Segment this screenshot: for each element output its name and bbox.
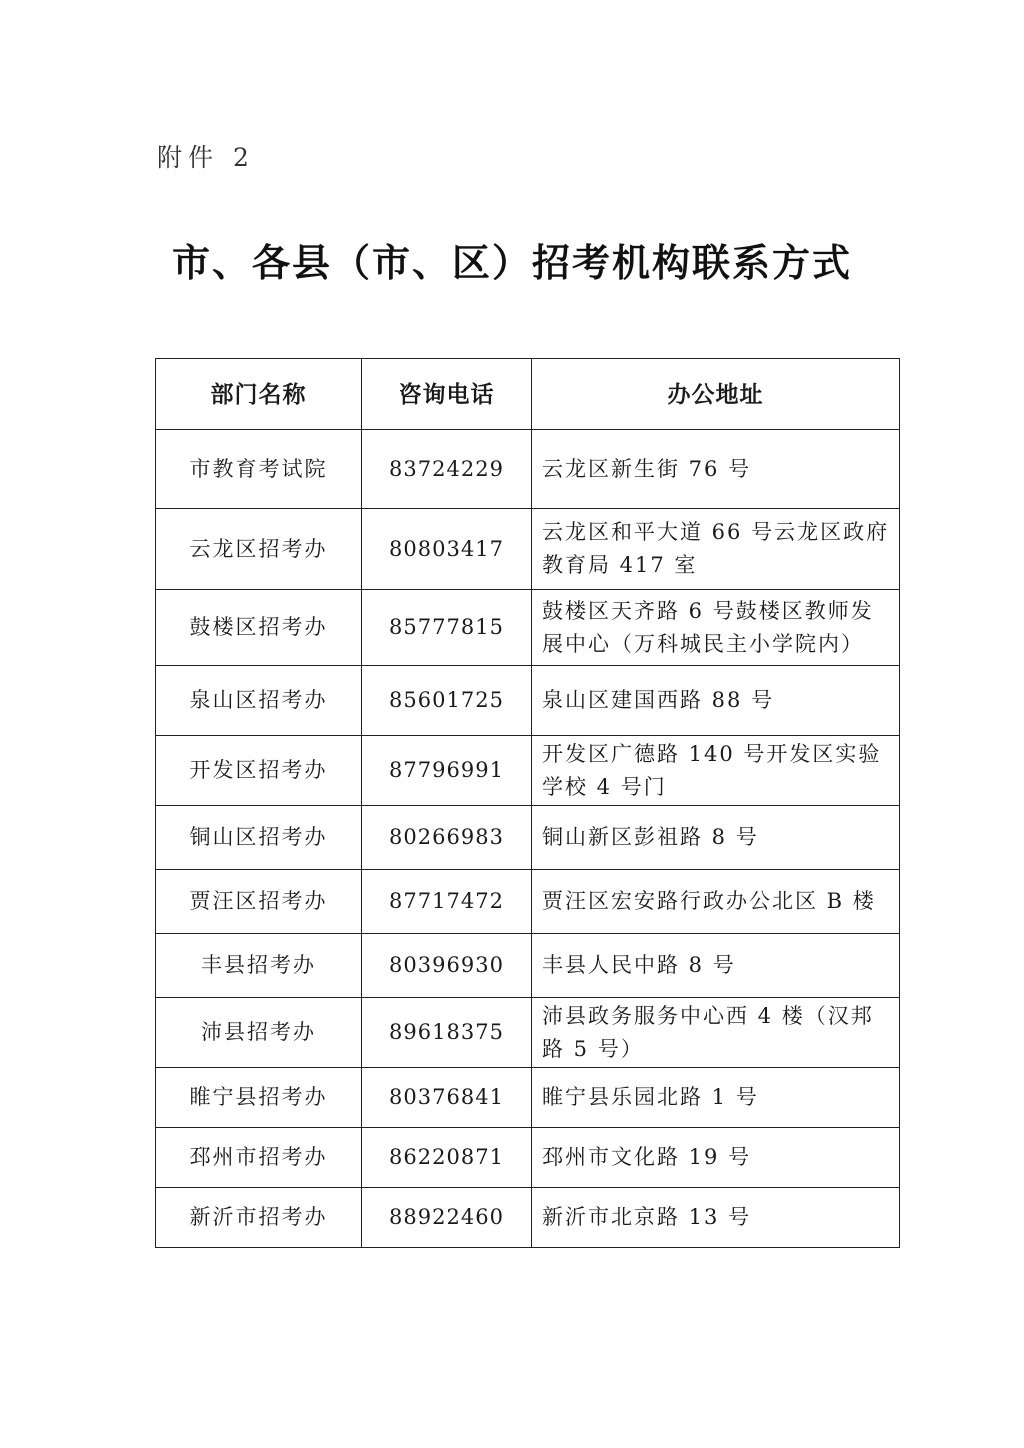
table-row [156,1128,900,1188]
phone-cell: 80266983 [362,806,532,870]
phone-cell: 83724229 [362,430,532,509]
header-department: 部门名称 [156,359,362,430]
table-row [156,590,900,666]
table-row [156,998,900,1068]
table-row [156,870,900,934]
phone-cell: 87717472 [362,870,532,934]
page-title: 市、各县（市、区）招考机构联系方式 [171,240,852,285]
table-row [156,934,900,998]
department-cell: 睢宁县招考办 [156,1068,362,1128]
table-row [156,736,900,806]
address-cell: 云龙区和平大道 66 号云龙区政府教育局 417 室 [532,509,900,590]
department-cell: 开发区招考办 [156,736,362,806]
phone-cell: 87796991 [362,736,532,806]
department-cell: 市教育考试院 [156,430,362,509]
table-row [156,806,900,870]
department-cell: 邳州市招考办 [156,1128,362,1188]
header-address: 办公地址 [532,359,900,430]
address-cell: 丰县人民中路 8 号 [532,934,900,998]
header-phone: 咨询电话 [362,359,532,430]
address-cell: 泉山区建国西路 88 号 [532,666,900,736]
address-cell: 睢宁县乐园北路 1 号 [532,1068,900,1128]
table-row [156,509,900,590]
phone-cell: 80396930 [362,934,532,998]
department-cell: 鼓楼区招考办 [156,590,362,666]
address-cell: 云龙区新生街 76 号 [532,430,900,509]
attachment-label: 附件 2 [157,143,255,172]
table-header-row [156,359,900,430]
address-cell: 新沂市北京路 13 号 [532,1188,900,1248]
department-cell: 铜山区招考办 [156,806,362,870]
table-row [156,1068,900,1128]
table-row [156,666,900,736]
phone-cell: 86220871 [362,1128,532,1188]
phone-cell: 85777815 [362,590,532,666]
department-cell: 泉山区招考办 [156,666,362,736]
department-cell: 云龙区招考办 [156,509,362,590]
address-cell: 邳州市文化路 19 号 [532,1128,900,1188]
address-cell: 开发区广德路 140 号开发区实验学校 4 号门 [532,736,900,806]
phone-cell: 85601725 [362,666,532,736]
contacts-table [155,358,900,1248]
phone-cell: 89618375 [362,998,532,1068]
department-cell: 贾汪区招考办 [156,870,362,934]
address-cell: 沛县政务服务中心西 4 楼（汉邦路 5 号） [532,998,900,1068]
address-cell: 铜山新区彭祖路 8 号 [532,806,900,870]
department-cell: 新沂市招考办 [156,1188,362,1248]
table-row [156,430,900,509]
phone-cell: 88922460 [362,1188,532,1248]
department-cell: 沛县招考办 [156,998,362,1068]
address-cell: 鼓楼区天齐路 6 号鼓楼区教师发展中心（万科城民主小学院内） [532,590,900,666]
table-row [156,1188,900,1248]
phone-cell: 80803417 [362,509,532,590]
department-cell: 丰县招考办 [156,934,362,998]
phone-cell: 80376841 [362,1068,532,1128]
address-cell: 贾汪区宏安路行政办公北区 B 楼 [532,870,900,934]
